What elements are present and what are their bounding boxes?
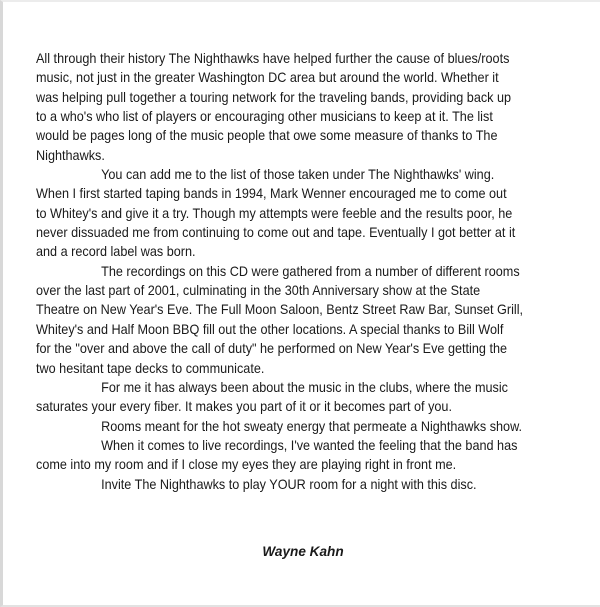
text-line: Invite The Nighthawks to play YOUR room for a night with this disc. <box>101 476 477 492</box>
text-line: over the last part of 2001, culminating in the 30th Anniversary show at the State <box>36 283 481 299</box>
author-signature: Wayne Kahn <box>262 544 344 559</box>
text-line: two hesitant tape decks to communicate. <box>36 360 265 376</box>
text-line: to Whitey's and give it a try. Though my attempts were feeble and the results poor, he <box>36 205 513 221</box>
text-line: and a record label was born. <box>36 244 196 260</box>
text-line: for the "over and above the call of duty" he performed on New Year's Eve getting the <box>36 341 508 357</box>
text-line: Whitey's and Half Moon BBQ fill out the other locations. A special thanks to Bill Wolf <box>36 321 504 337</box>
text-line: The recordings on this CD were gathered from a number of different rooms <box>101 263 520 279</box>
text-line: was helping pull together a touring network for the traveling bands, providing back up <box>36 89 512 105</box>
text-line: never dissuaded me from continuing to come out and tape. Eventually I got better at it <box>36 225 516 241</box>
text-line: music, not just in the greater Washington DC area but around the world. Whether it <box>36 70 499 86</box>
text-line: You can add me to the list of those taken under The Nighthawks' wing. <box>101 167 495 183</box>
text-line: come into my room and if I close my eyes they are playing right in front me. <box>36 457 457 473</box>
text-line: For me it has always been about the music in the clubs, where the music <box>101 379 508 395</box>
text-line: Rooms meant for the hot sweaty energy that permeate a Nighthawks show. <box>101 418 523 434</box>
text-line: Theatre on New Year's Eve. The Full Moon Saloon, Bentz Street Raw Bar, Sunset Grill, <box>36 302 524 318</box>
text-line: When it comes to live recordings, I've wanted the feeling that the band has <box>101 437 518 453</box>
text-line: All through their history The Nighthawks have helped further the cause of blues/roots <box>36 51 510 66</box>
liner-notes-body <box>36 49 534 494</box>
text-line: would be pages long of the music people that owe some measure of thanks to The <box>36 128 498 144</box>
text-line: saturates your every fiber. It makes you part of it or it becomes part of you. <box>36 399 452 415</box>
text-line: Nighthawks. <box>36 147 105 163</box>
text-line: When I first started taping bands in 1994, Mark Wenner encouraged me to come out <box>36 186 507 202</box>
text-line: to a who's who list of players or encouraging other musicians to keep at it. The list <box>36 109 493 125</box>
